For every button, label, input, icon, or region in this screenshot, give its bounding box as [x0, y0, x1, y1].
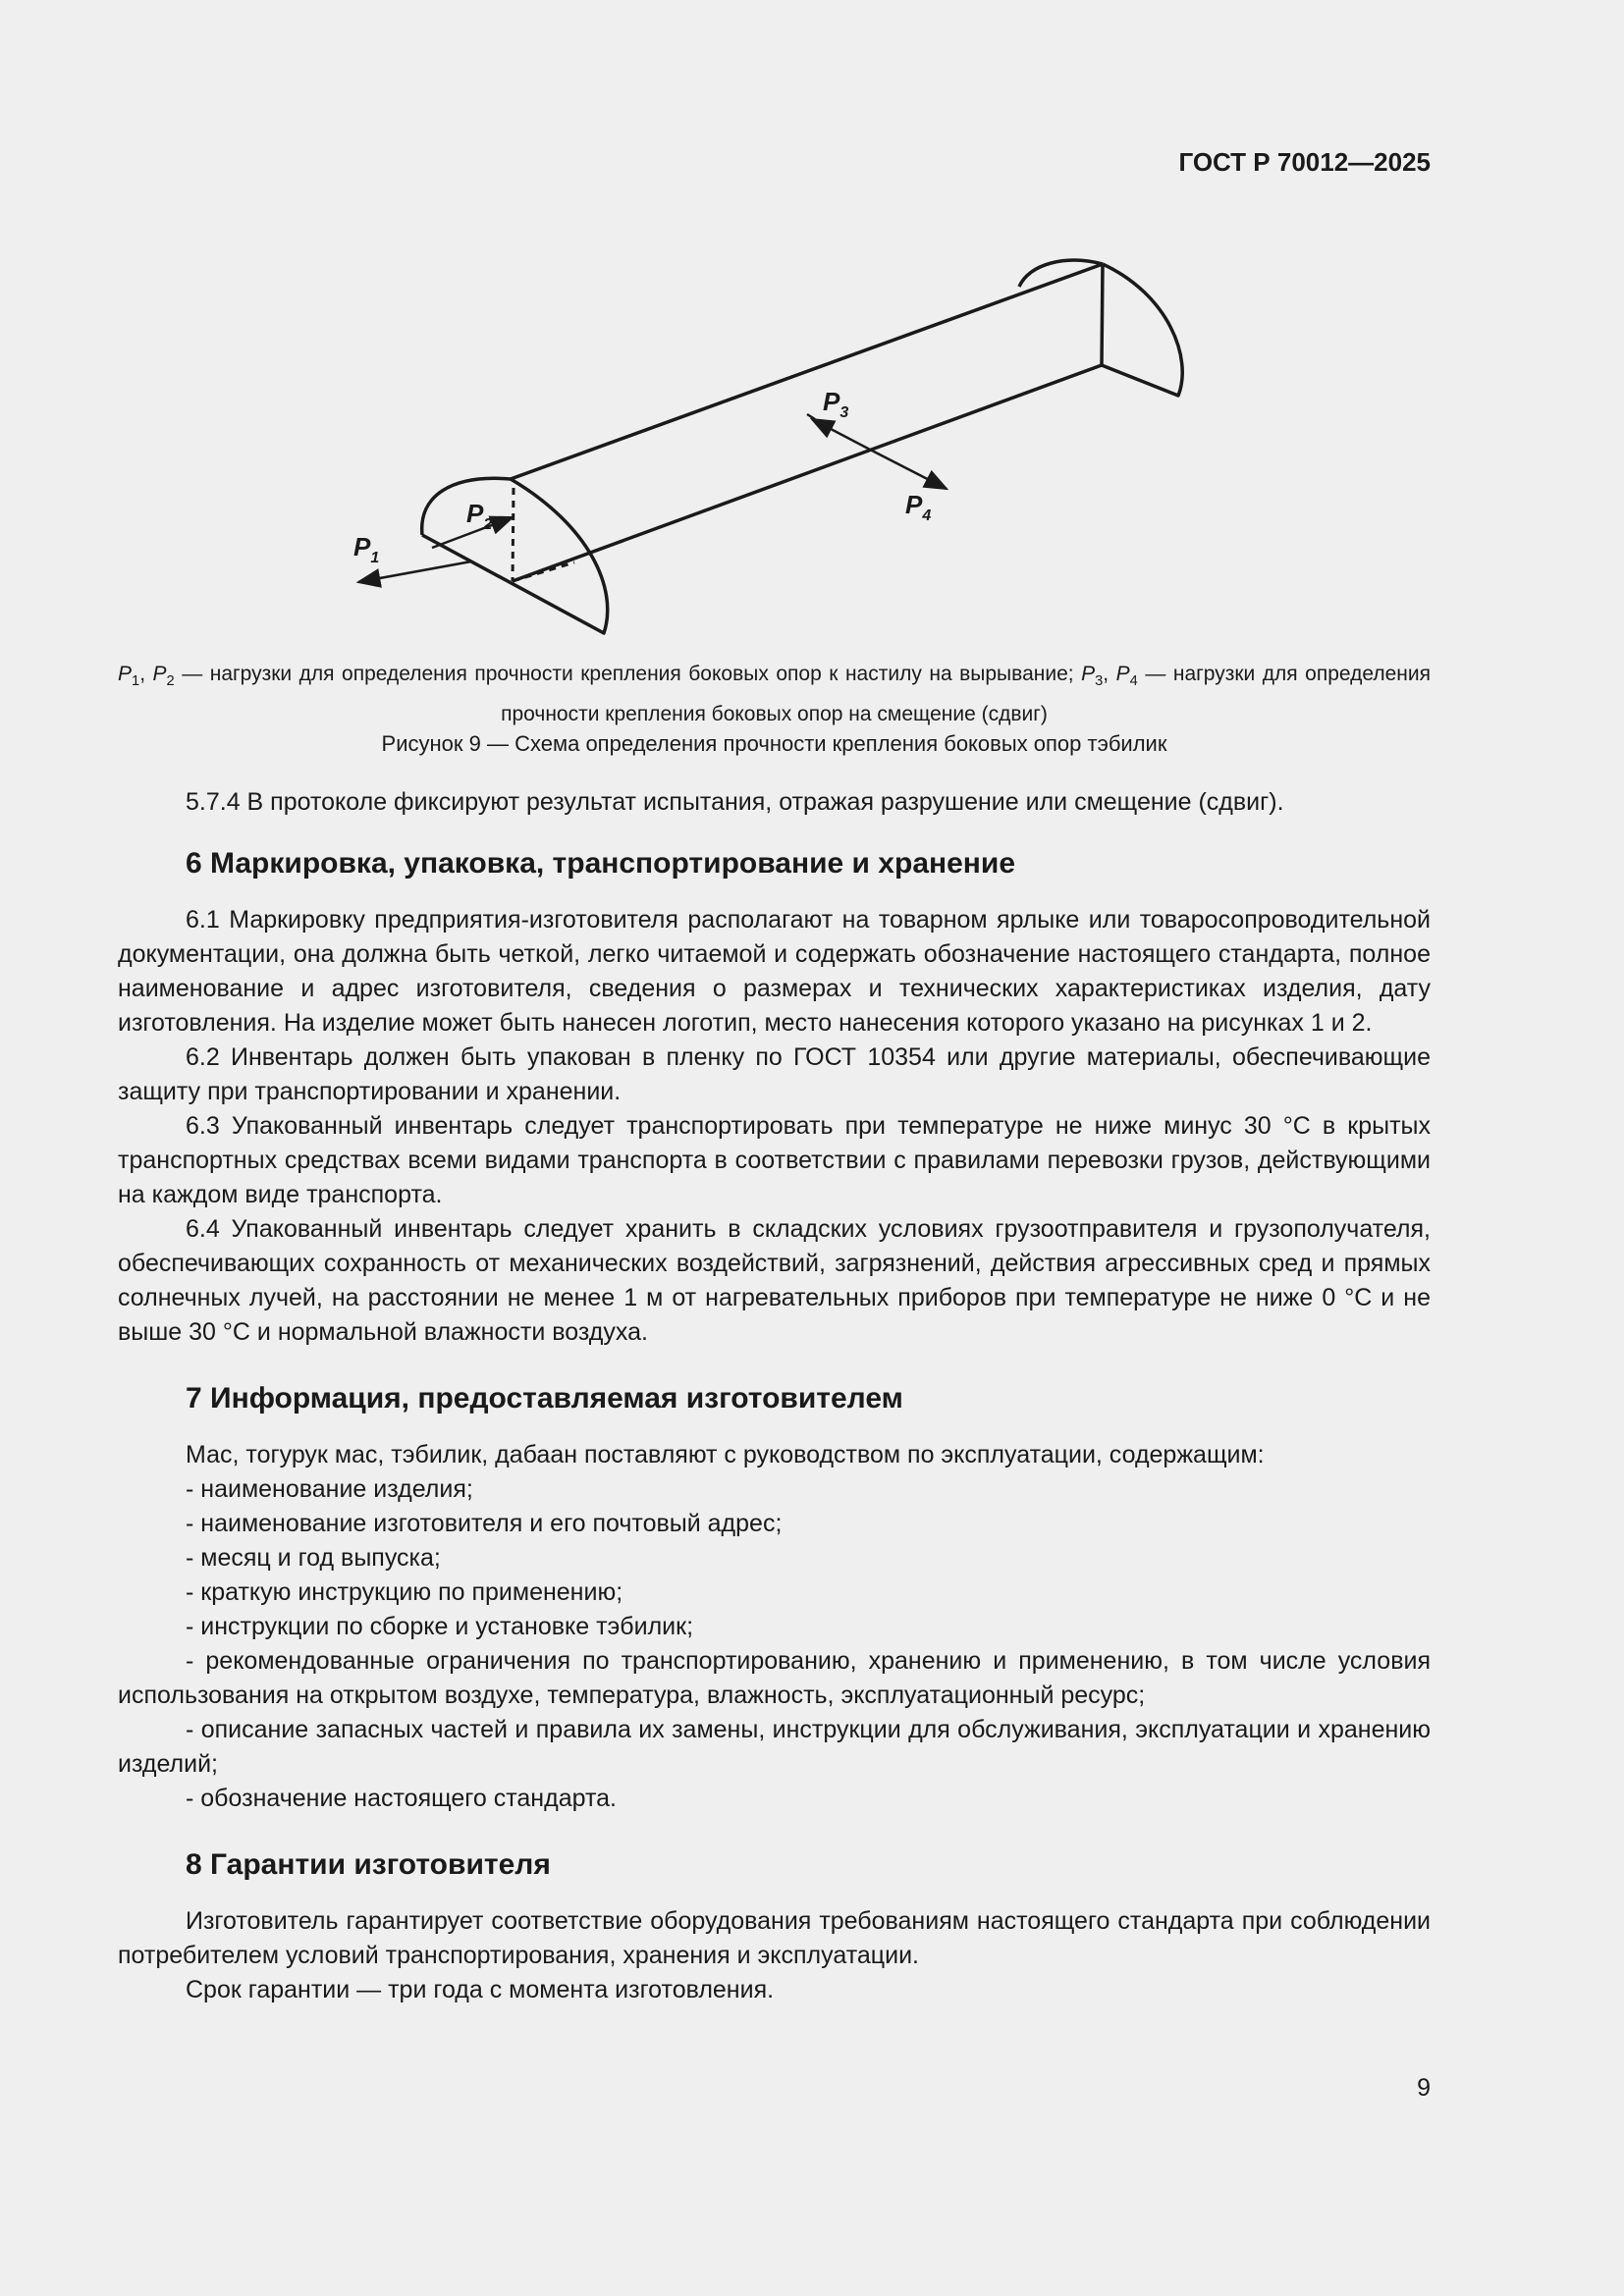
list-item: - наименование изготовителя и его почтовый адрес;	[186, 1510, 783, 1537]
beam-bottom-edge	[513, 365, 1102, 581]
paragraph-6-4: 6.4 Упакованный инвентарь следует хранить в складских условиях грузоотправителя и грузополучателя, обеспечивающих сохранность от механических воздействий, загрязнений, действия агрессивных сред и прямых солнечных лучей, на расстоянии не менее 1 м от нагревательных приборов при температуре не ниже 0 °С и не выше 30 °С и нормальной влажности воздуха.	[118, 1215, 1431, 1346]
beam-top-edge	[511, 264, 1103, 479]
load-arrow-p3	[807, 414, 815, 419]
figure-9-diagram	[324, 250, 1208, 643]
list-item: - краткую инструкцию по применению;	[186, 1578, 623, 1606]
section-6-heading: 6 Маркировка, упаковка, транспортирование и хранение	[186, 847, 1016, 880]
figure-title: Рисунок 9 — Схема определения прочности крепления боковых опор тэбилик	[381, 731, 1167, 756]
label-p1: $P_1$	[353, 532, 380, 566]
paragraph-8-2: Срок гарантии — три года с момента изготовления.	[186, 1976, 775, 2003]
page-number: 9	[1417, 2074, 1431, 2102]
document-body	[118, 785, 1431, 2007]
section-7-heading: 7 Информация, предоставляемая изготовителем	[186, 1382, 903, 1415]
section-8-heading: 8 Гарантии изготовителя	[186, 1848, 551, 1881]
list-item: - инструкции по сборке и установке тэбилик;	[186, 1613, 694, 1640]
load-arrow-p4	[874, 452, 947, 489]
list-item: - месяц и год выпуска;	[186, 1544, 441, 1572]
section-7-intro: Мас, тогурук мас, тэбилик, дабаан поставляют с руководством по эксплуатации, содержащим:	[186, 1441, 1265, 1468]
document-code: ГОСТ Р 70012—2025	[1178, 147, 1431, 177]
label-p2: $P_2$	[466, 499, 493, 533]
label-p4: $P_4$	[905, 490, 932, 524]
load-arrow-p3-main	[812, 419, 874, 452]
beam-right-end	[1102, 264, 1103, 365]
list-item: - рекомендованные ограничения по транспортированию, хранению и применению, в том числе условия использования на открытом воздухе, температура, влажность, эксплуатационный ресурс;	[118, 1647, 1431, 1709]
figure-legend: $P_1$, $P_2$ — нагрузки для определения прочности крепления боковых опор к настилу на вырывание; $P_3$, $P_4$ — нагрузки для определения прочности крепления боковых опор на смещение (сдвиг)	[118, 663, 1431, 726]
right-support-back	[1019, 260, 1103, 287]
list-item: - обозначение настоящего стандарта.	[186, 1785, 617, 1812]
list-item: - описание запасных частей и правила их замены, инструкции для обслуживания, эксплуатации и хранению изделий;	[118, 1716, 1431, 1778]
label-p3: $P_3$	[823, 387, 849, 421]
paragraph-6-2: 6.2 Инвентарь должен быть упакован в пленку по ГОСТ 10354 или другие материалы, обеспечивающие защиту при транспортировании и хранении.	[118, 1043, 1431, 1105]
paragraph-8-1: Изготовитель гарантирует соответствие оборудования требованиям настоящего стандарта при соблюдении потребителем условий транспортирования, хранения и эксплуатации.	[118, 1907, 1431, 1969]
paragraph-6-3: 6.3 Упакованный инвентарь следует транспортировать при температуре не ниже минус 30 °С в крытых транспортных средствах всеми видами транспорта в соответствии с правилами перевозки грузов, действующими на каждом виде транспорта.	[118, 1112, 1431, 1208]
list-item: - наименование изделия;	[186, 1475, 473, 1503]
right-support-front	[1102, 264, 1182, 396]
hidden-edge-vertical	[513, 488, 514, 581]
paragraph-5-7-4: 5.7.4 В протоколе фиксируют результат испытания, отражая разрушение или смещение (сдвиг).	[186, 788, 1284, 816]
paragraph-6-1: 6.1 Маркировку предприятия-изготовителя располагают на товарном ярлыке или товаросопроводительной документации, она должна быть четкой, легко читаемой и содержать обозначение настоящего стандарта, полное наименование и адрес изготовителя, сведения о размерах и технических характеристиках изделия, дату изготовления. На изделие может быть нанесен логотип, место нанесения которого указано на рисунках 1 и 2.	[118, 906, 1431, 1037]
